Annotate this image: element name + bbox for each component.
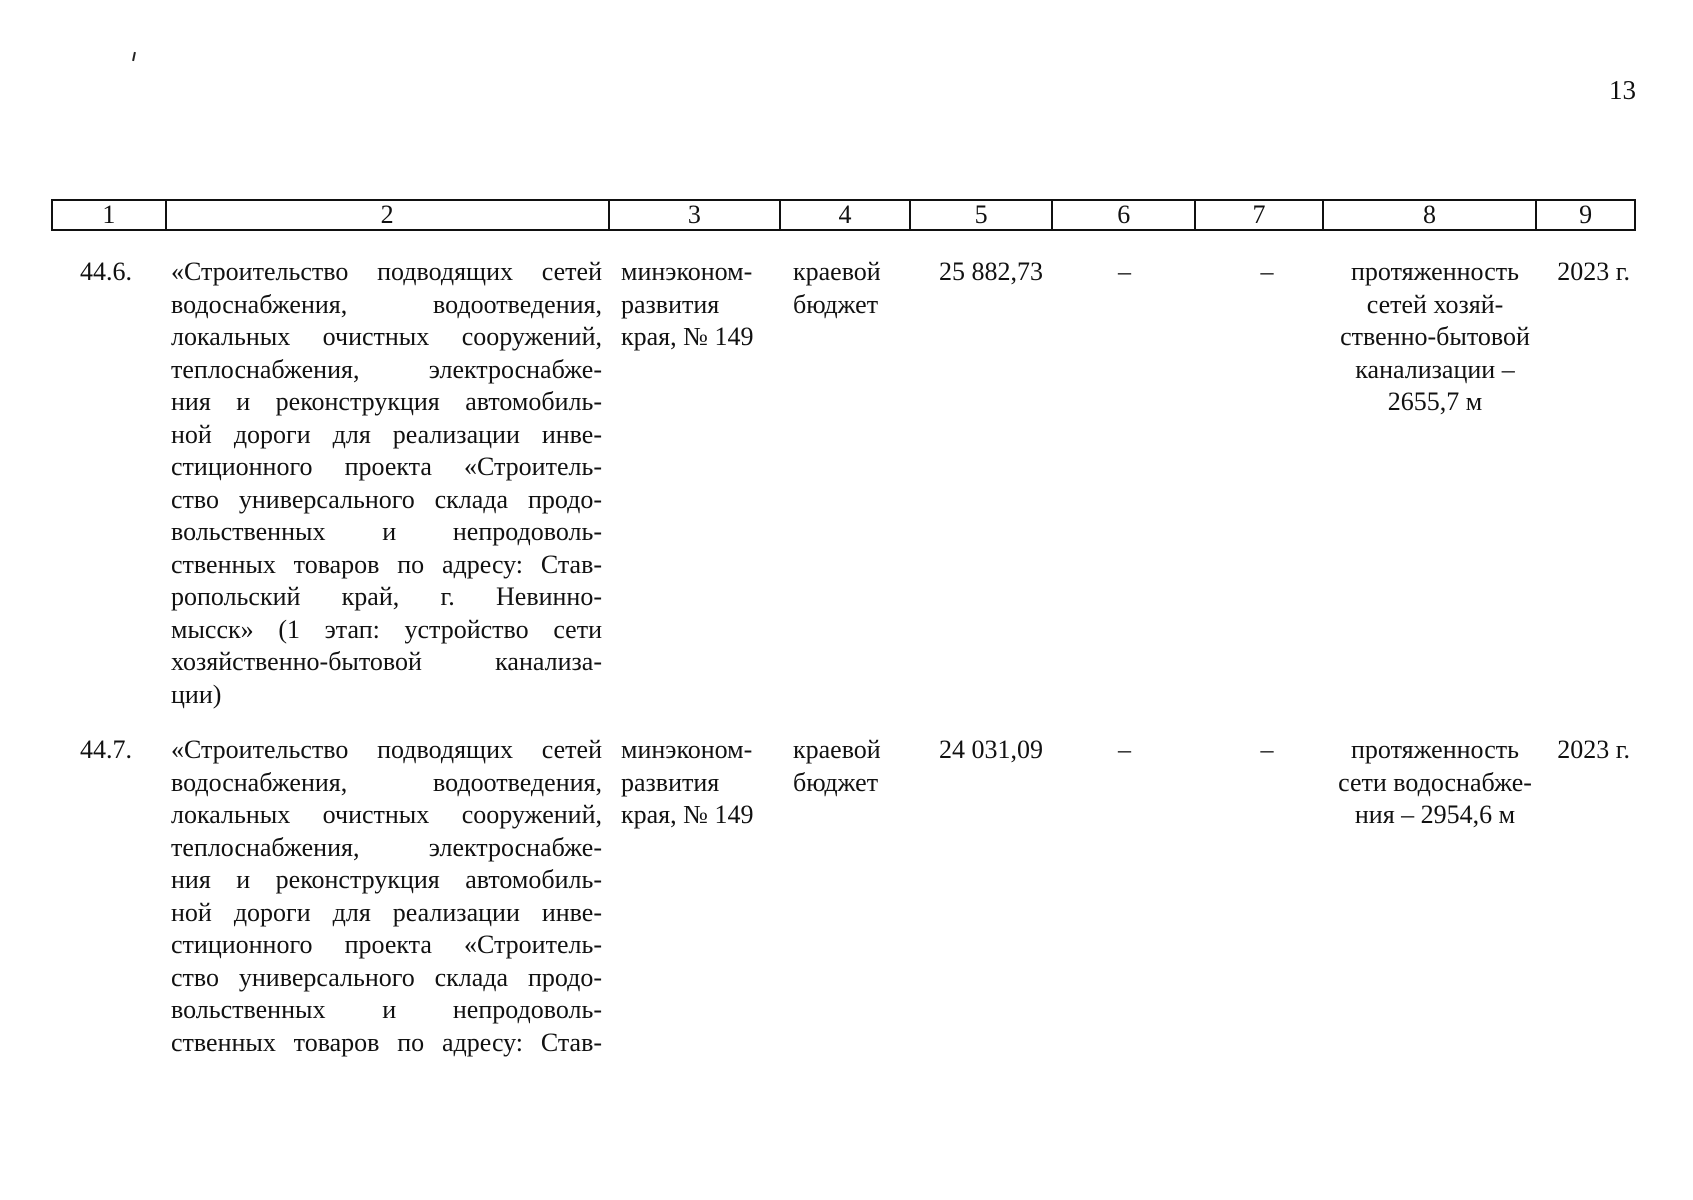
row-col6: – <box>1118 257 1131 286</box>
description-line: вольственных и непродоволь- <box>171 517 602 546</box>
description-line: стиционного проекта «Строитель- <box>171 452 602 481</box>
row-result <box>1325 734 1539 1059</box>
scan-mark <box>132 52 136 61</box>
row-number: 44.7. <box>80 735 132 764</box>
description-line: мысск» (1 этап: устройство сети <box>171 614 602 644</box>
description-line: вольственных и непродоволь- <box>171 995 602 1024</box>
result-line: 2655,7 м <box>1387 387 1483 416</box>
header-col-9: 9 <box>1579 200 1593 229</box>
description-line: ственных товаров по адресу: Став- <box>171 549 602 579</box>
header-col-5: 5 <box>911 201 1054 229</box>
result-line: ственно-бытовой <box>1340 322 1530 351</box>
organization-line: развития <box>621 767 720 797</box>
result-line: протяженность <box>1351 735 1519 764</box>
row-year: 2023 г. <box>1557 735 1630 764</box>
organization-line: развития <box>621 289 720 319</box>
budget-line: краевой <box>793 735 881 764</box>
description-line: теплоснабжения, электроснабже- <box>171 354 602 384</box>
description-line: ной дороги для реализации инве- <box>171 419 602 449</box>
result-line: сетей хозяй- <box>1366 289 1504 319</box>
header-col-8: 8 <box>1324 201 1537 229</box>
description-line: локальных очистных сооружений, <box>171 800 602 829</box>
description-line: локальных очистных сооружений, <box>171 322 602 351</box>
table-header <box>51 199 1636 231</box>
row-organization <box>609 734 781 1059</box>
organization-line: минэконом- <box>621 735 753 764</box>
description-line: «Строительство подводящих сетей <box>171 735 602 764</box>
organization-line: края, № 149 <box>621 800 754 829</box>
row-col7: – <box>1260 735 1274 764</box>
description-line: ство универсального склада продо- <box>171 484 602 514</box>
description-line: хозяйственно-бытовой канализа- <box>171 647 602 676</box>
description-line: «Строительство подводящих сетей <box>171 257 602 286</box>
row-amount: 25 882,73 <box>939 257 1043 286</box>
header-col-6: 6 <box>1053 201 1196 229</box>
row-number: 44.6. <box>80 257 132 286</box>
row-budget <box>781 256 911 711</box>
description-line: водоснабжения, водоотведения, <box>171 767 602 797</box>
budget-line: бюджет <box>793 767 879 797</box>
row-budget <box>781 734 911 1059</box>
table-row <box>51 256 1636 711</box>
description-line: ственных товаров по адресу: Став- <box>171 1027 602 1057</box>
organization-line: минэконом- <box>621 257 753 286</box>
header-col-3: 3 <box>610 201 782 229</box>
row-organization <box>609 256 781 711</box>
result-line: канализации – <box>1355 354 1515 384</box>
description-line: ропольский край, г. Невинно- <box>171 582 602 611</box>
header-col-7: 7 <box>1196 201 1324 229</box>
row-description <box>165 256 609 711</box>
budget-line: краевой <box>793 257 881 286</box>
description-line: водоснабжения, водоотведения, <box>171 289 602 319</box>
budget-line: бюджет <box>793 289 879 319</box>
description-line: стиционного проекта «Строитель- <box>171 930 602 959</box>
description-line: теплоснабжения, электроснабже- <box>171 832 602 862</box>
page-number: 13 <box>1609 75 1636 105</box>
result-line: протяженность <box>1351 257 1519 286</box>
row-year: 2023 г. <box>1557 257 1630 286</box>
result-line: сети водоснабже- <box>1338 767 1532 797</box>
result-line: ния – 2954,6 м <box>1354 800 1516 829</box>
organization-line: края, № 149 <box>621 322 754 351</box>
description-line: ния и реконструкция автомобиль- <box>171 387 602 416</box>
description-line: ции) <box>171 679 222 709</box>
header-col-2: 2 <box>167 201 610 229</box>
row-col7: – <box>1260 257 1274 286</box>
header-col-1: 1 <box>53 201 167 229</box>
row-result <box>1325 256 1539 711</box>
description-line: ство универсального склада продо- <box>171 962 602 992</box>
header-col-4: 4 <box>781 201 911 229</box>
description-line: ной дороги для реализации инве- <box>171 897 602 927</box>
table-row <box>51 734 1636 1059</box>
description-line: ния и реконструкция автомобиль- <box>171 865 602 894</box>
row-col6: – <box>1118 735 1131 764</box>
row-amount: 24 031,09 <box>939 735 1043 764</box>
row-description <box>165 734 609 1059</box>
